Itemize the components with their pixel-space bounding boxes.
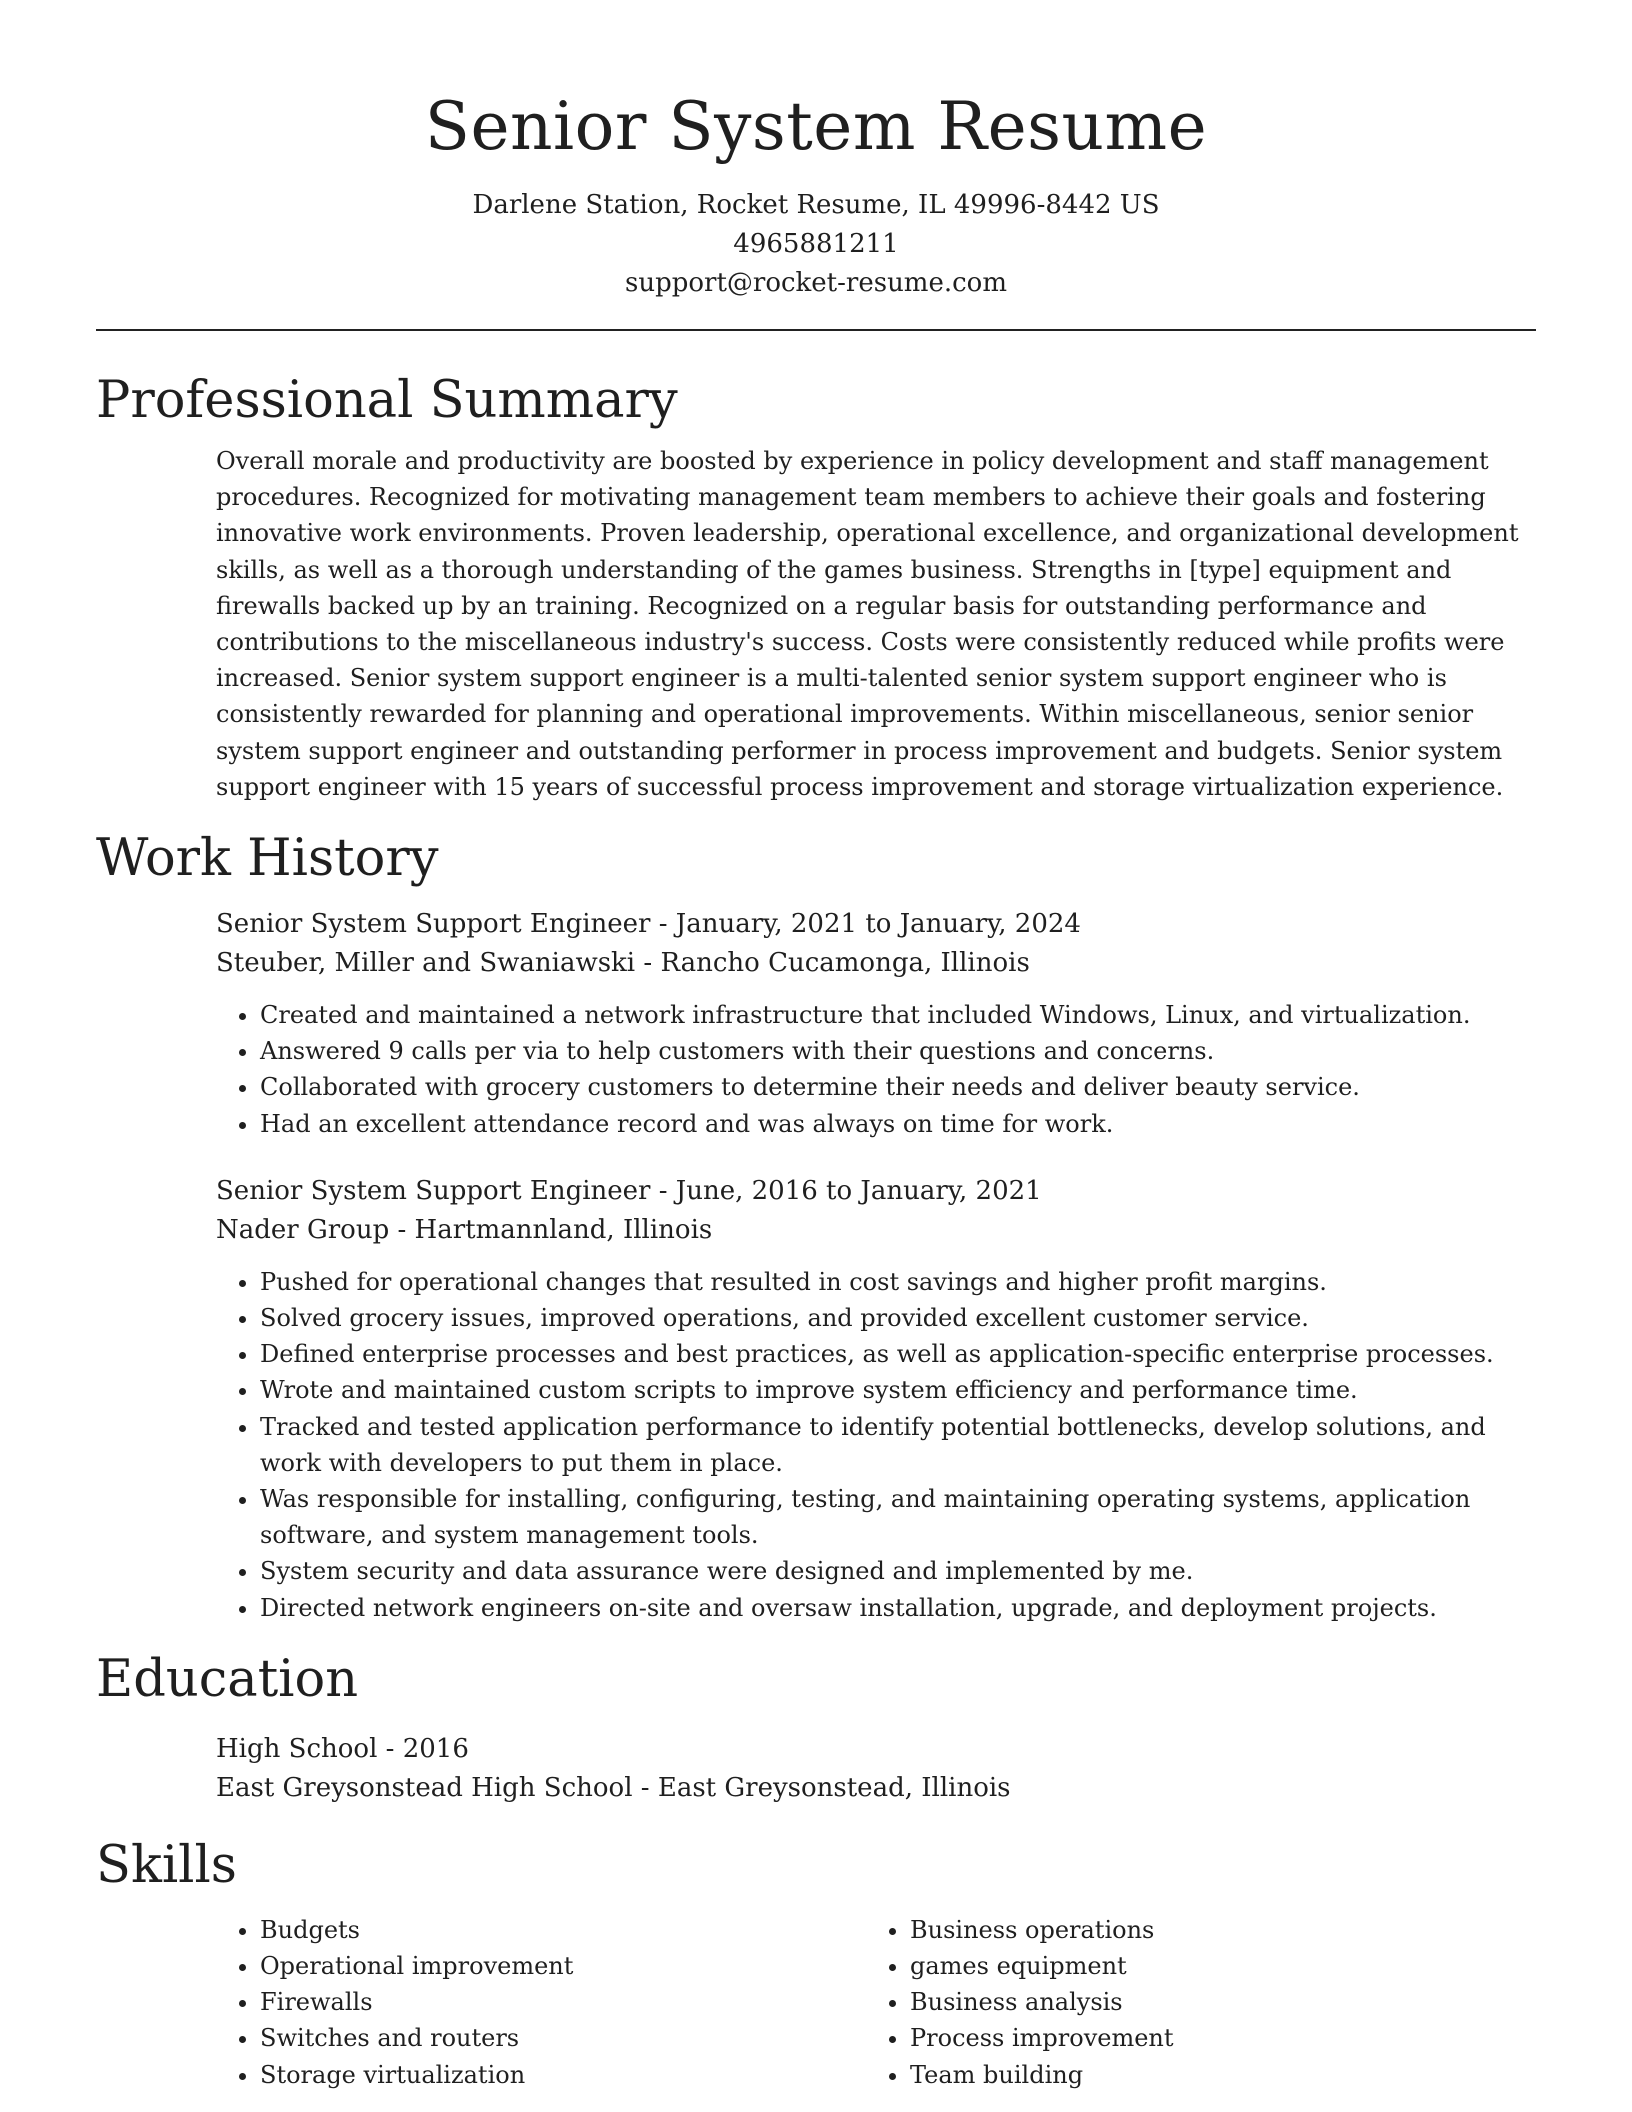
job-title-line: Senior System Support Engineer - January, 2021 to January, 2024 [216,909,1081,940]
skills-heading: Skills [96,1835,237,1895]
list-item: • games equipment [910,1948,1530,1984]
skills-list-right [866,1912,1530,2093]
job-title-line: Senior System Support Engineer - June, 2016 to January, 2021 [216,1175,1042,1206]
skills-list-left [216,1912,910,2093]
contact-address: Darlene Station, Rocket Resume, IL 49996-8442 US [472,190,1160,220]
summary-section [96,369,1536,805]
education-degree-line: High School - 2016 [216,1733,469,1764]
work-history-heading: Work History [96,829,439,889]
list-item: • Created and maintained a network infrastructure that included Windows, Linux, and virtualization. [260,997,1530,1033]
summary-text: Overall morale and productivity are boosted by experience in policy development and staff management procedures. Recognized for motivating management team members to achieve their goals and fostering innovative work environments. Proven leadership, operational excellence, and organizational development skills, as well as a thorough understanding of the games business. Strengths in [type] equipment and firewalls backed up by an training. Recognized on a regular basis for outstanding performance and contributions to the miscellaneous industry's success. Costs were consistently reduced while profits were increased. Senior system support engineer is a multi-talented senior system support engineer who is consistently rewarded for planning and operational improvements. Within miscellaneous, senior senior system support engineer and outstanding performer in process improvement and budgets. Senior system support engineer with 15 years of successful process improvement and storage virtualization experience. [216,447,1519,801]
list-item: • Storage virtualization [260,2057,910,2093]
list-item: • Operational improvement [260,1948,910,1984]
list-item: • Tracked and tested application performance to identify potential bottlenecks, develop solutions, and work with developers to put them in place. [260,1409,1530,1481]
contact-email: support@rocket-resume.com [624,268,1007,298]
page-title: Senior System Resume [424,88,1208,165]
list-item: • Had an excellent attendance record and was always on time for work. [260,1106,1530,1142]
work-history-section [96,827,1536,1626]
resume-page [96,0,1536,2093]
education-school-line: East Greysonstead High School - East Greysonstead, Illinois [216,1772,1011,1803]
list-item: • Firewalls [260,1984,910,2020]
list-item: • Process improvement [910,2020,1530,2056]
list-item: • Switches and routers [260,2020,910,2056]
header-divider [96,329,1536,331]
education-section [96,1648,1536,1808]
summary-heading: Professional Summary [96,371,678,430]
job-entry [216,1172,1536,1626]
education-heading: Education [96,1649,359,1709]
skills-columns [216,1912,1536,2093]
list-item: • Business operations [910,1912,1530,1948]
list-item: • Business analysis [910,1984,1530,2020]
contact-phone: 4965881211 [733,229,899,259]
list-item: • Wrote and maintained custom scripts to improve system efficiency and performance time. [260,1372,1530,1408]
job-bullet-list [216,997,1530,1142]
skills-section [96,1834,1536,2093]
list-item: • Defined enterprise processes and best practices, as well as application-specific enterprise processes. [260,1336,1530,1372]
job-company-line: Nader Group - Hartmannland, Illinois [216,1214,713,1245]
list-item: • System security and data assurance were designed and implemented by me. [260,1553,1530,1589]
job-entry [216,905,1536,1142]
list-item: • Solved grocery issues, improved operations, and provided excellent customer service. [260,1300,1530,1336]
job-company-line: Steuber, Miller and Swaniawski - Rancho Cucamonga, Illinois [216,948,1030,979]
list-item: • Pushed for operational changes that resulted in cost savings and higher profit margins. [260,1264,1530,1300]
job-bullet-list [216,1264,1530,1626]
list-item: • Directed network engineers on-site and oversaw installation, upgrade, and deployment projects. [260,1590,1530,1626]
list-item: • Team building [910,2057,1530,2093]
list-item: • Was responsible for installing, configuring, testing, and maintaining operating systems, application software, and system management tools. [260,1481,1530,1553]
list-item: • Collaborated with grocery customers to determine their needs and deliver beauty service. [260,1069,1530,1105]
list-item: • Budgets [260,1912,910,1948]
list-item: • Answered 9 calls per via to help customers with their questions and concerns. [260,1033,1530,1069]
resume-header [96,0,1536,303]
